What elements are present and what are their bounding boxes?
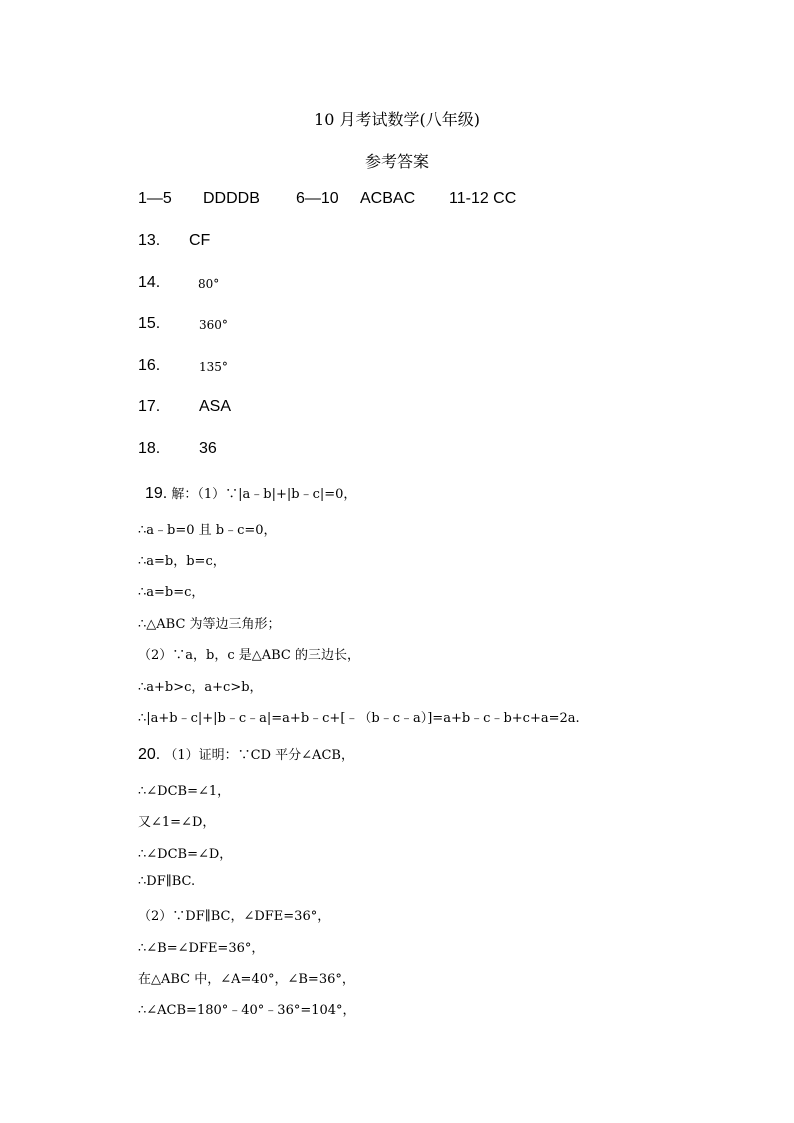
question-number: 14. [138,274,161,291]
question-number: 19. [145,485,168,502]
solution-19-line-6: （2）∵a，b，c 是△ABC 的三边长， [138,648,361,663]
solution-20-line-5: ∴DF∥BC. [138,874,196,889]
solution-19-line-3: ∴a=b，b=c， [138,554,226,569]
solution-20-line-9: ∴∠ACB=180°﹣40°﹣36°=104°， [138,1003,356,1018]
question-number: 13. [138,232,161,249]
solution-20-line-1 [138,744,354,764]
question-number: 16. [138,357,161,374]
solution-19-line-1 [145,483,356,503]
answer-text: 135° [199,360,228,374]
solution-20-line-7: ∴∠B=∠DFE=36°， [138,941,265,956]
question-number: 20. [138,746,161,763]
solution-19-line-4: ∴a=b=c， [138,585,205,600]
doc-subtitle: 参考答案 [364,152,429,171]
choice-answers-2: ACBAC [360,190,416,207]
solution-20-line-3: 又∠1=∠D， [138,815,216,830]
choice-group-3: 11-12 CC [449,190,517,207]
answer-text: 80° [198,277,220,291]
solution-text: 解：（1）∵|a﹣b|+|b﹣c|=0， [171,487,357,502]
question-number: 17. [138,398,161,415]
answer-text: 36 [199,440,217,457]
choice-range-2: 6—10 [296,190,339,207]
doc-title: 10 月考试数学(八年级) [314,110,480,129]
question-number: 18. [138,440,161,457]
solution-20-line-8: 在△ABC 中，∠A=40°，∠B=36°， [138,972,355,987]
question-number: 15. [138,315,161,332]
answer-text: ASA [199,398,232,415]
solution-20-line-4: ∴∠DCB=∠D， [138,847,233,862]
solution-19-line-5: ∴△ABC 为等边三角形； [138,617,281,632]
answer-text: 360° [199,318,228,332]
solution-19-line-7: ∴a+b>c，a+c>b， [138,680,263,695]
solution-19-line-2: ∴a﹣b=0 且 b﹣c=0， [138,523,277,538]
choice-answers-1: DDDDB [203,190,260,207]
solution-20-line-2: ∴∠DCB=∠1， [138,784,231,799]
solution-text: （1）证明：∵CD 平分∠ACB， [164,748,354,763]
solution-19-line-8: ∴|a+b﹣c|+|b﹣c﹣a|=a+b﹣c+[﹣（b﹣c﹣a）]=a+b﹣c﹣b+c+a=2a. [138,711,580,726]
answer-text: CF [189,232,211,249]
choice-range-1: 1—5 [138,190,172,207]
solution-20-line-6: （2）∵DF∥BC，∠DFE=36°， [138,909,331,924]
